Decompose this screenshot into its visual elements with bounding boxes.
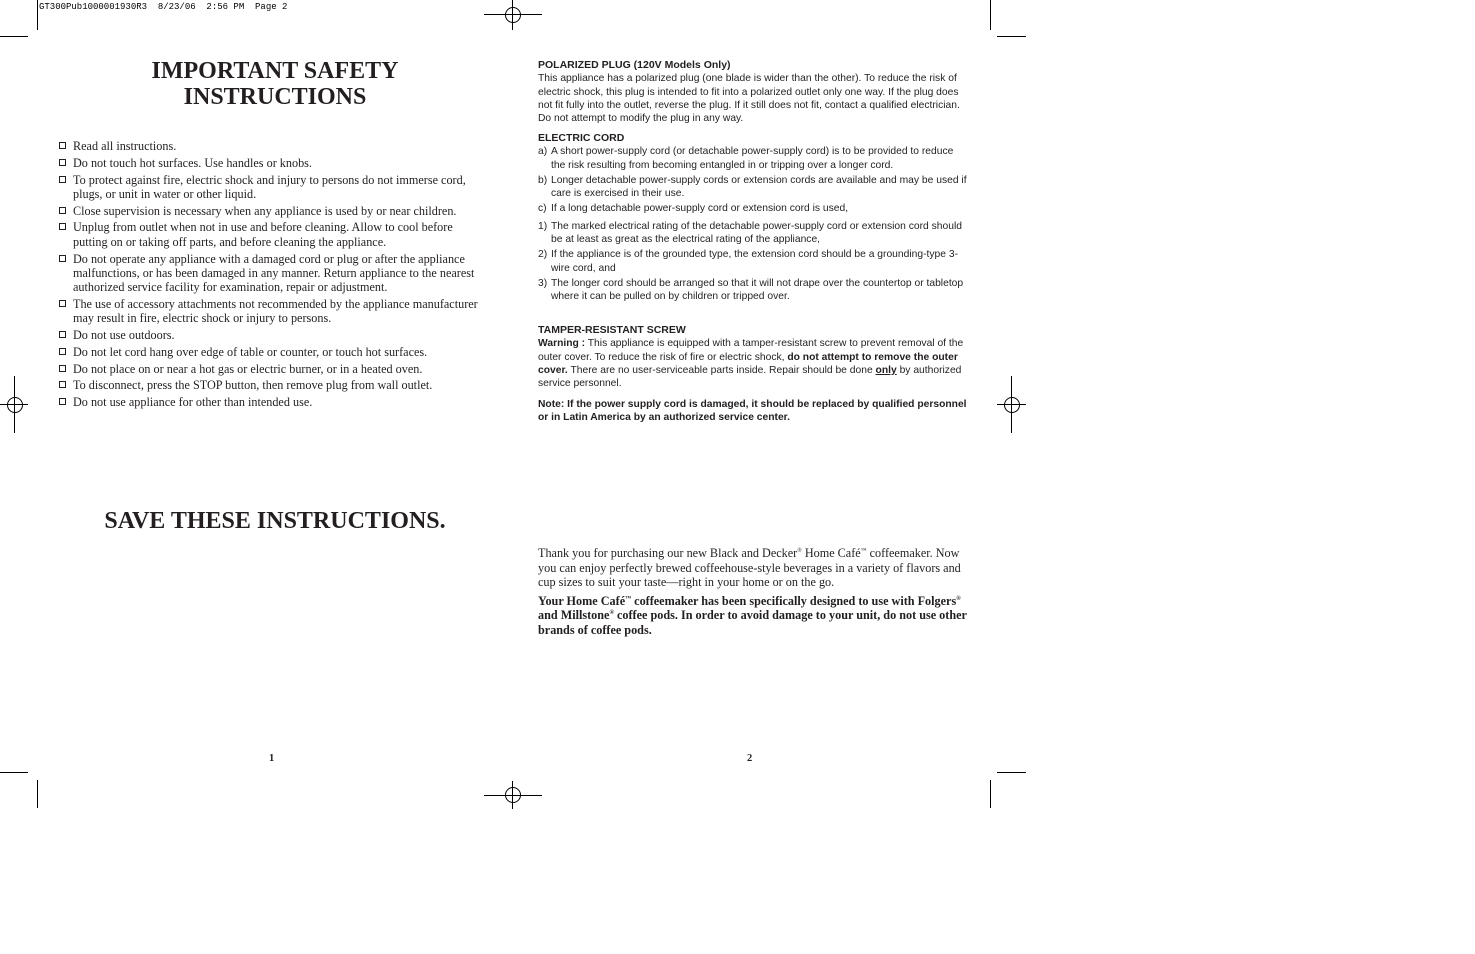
crop-mark [990,780,991,808]
section-body: This appliance has a polarized plug (one blade is wider than the other). To reduce the risk of electric shock, this plug is intended to fit into a polarized outlet only one way. If the plug does not fit fully into the outlet, reverse the plug. If it still does not fit, contact a qualified electrician. Do not attempt to modify the plug in any way. [538,73,960,125]
checkbox-icon [59,159,66,166]
list-item: Do not place on or near a hot gas or electric burner, or in a heated oven. [58,362,488,376]
list-item: Close supervision is necessary when any appliance is used by or near children. [58,204,488,218]
list-item: Do not use appliance for other than intended use. [58,395,488,409]
crop-mark [37,780,38,808]
checkbox-icon [59,142,66,149]
list-item: 1) The marked electrical rating of the detachable power-supply cord or extension cord should be at least as great as the electrical rating of the appliance, [538,220,962,246]
intro-paragraph: Thank you for purchasing our new Black and Decker® Home Café™ coffeemaker. Now you can enjoy perfectly brewed coffeehouse-style beverages in a variety of flavors and cup sizes to suit your taste—right in your home or on the go. [538,546,961,589]
crop-mark [0,36,28,37]
product-intro [538,546,970,641]
list-item: To disconnect, press the STOP button, then remove plug from wall outlet. [58,378,488,392]
page-number-right: 2 [747,753,753,764]
safety-checklist [58,139,488,412]
checkbox-icon [59,255,66,262]
save-instructions-title: SAVE THESE INSTRUCTIONS. [104,508,446,534]
electric-cord-section [538,132,970,304]
section-body: Warning : This appliance is equipped with a tamper-resistant screw to prevent removal of the outer cover. To reduce the risk of fire or electric shock, do not attempt to remove the outer cover. There are no user-serviceable parts inside. Repair should be done only by authorized service personnel. [538,338,964,390]
checkbox-icon [59,348,66,355]
crop-mark [37,0,38,30]
checkbox-icon [59,398,66,405]
power-cord-note: Note: If the power supply cord is damaged, it should be replaced by qualified personnel or in Latin America by an authorized service center. [538,399,967,424]
list-item: Unplug from outlet when not in use and before cleaning. Allow to cool before putting on or taking off parts, and before cleaning the appliance. [58,220,488,249]
list-item: Read all instructions. [58,139,488,153]
checkbox-icon [59,176,66,183]
list-item: c) If a long detachable power-supply cord or extension cord is used, [538,203,849,215]
page-number-left: 1 [269,753,275,764]
crop-mark [997,772,1026,773]
crop-mark [0,772,28,773]
checkbox-icon [59,381,66,388]
list-item: The use of accessory attachments not recommended by the appliance manufacturer may result in fire, electric shock or injury to persons. [58,297,488,326]
pod-compatibility-paragraph: Your Home Café™ coffeemaker has been specifically designed to use with Folgers® and Millstone® coffee pods. In order to avoid damage to your unit, do not use other brands of coffee pods. [538,593,967,637]
checkbox-icon [59,300,66,307]
polarized-plug-section [538,59,970,125]
crop-mark [997,36,1026,37]
list-item: Do not let cord hang over edge of table or counter, or touch hot surfaces. [58,345,488,359]
list-item: b) Longer detachable power-supply cords or extension cords are available and may be used if care is exercised in their use. [538,174,967,200]
list-item: a) A short power-supply cord (or detachable power-supply cord) is to be provided to reduce the risk resulting from becoming entangled in or tripping over a longer cord. [538,146,954,171]
safety-title [60,58,490,110]
tamper-screw-section [538,324,970,390]
list-item: To protect against fire, electric shock and injury to persons do not immerse cord, plugs, or unit in water or other liquid. [58,173,488,202]
checkbox-icon [59,207,66,214]
section-title: TAMPER-RESISTANT SCREW [538,324,686,336]
checkbox-icon [59,223,66,230]
section-title: ELECTRIC CORD [538,132,625,144]
safety-title-line2: INSTRUCTIONS [183,84,367,110]
section-title: POLARIZED PLUG (120V Models Only) [538,59,731,71]
list-item: 3) The longer cord should be arranged so that it will not drape over the countertop or tabletop where it can be pulled on by children or tripped over. [538,277,964,303]
list-item: Do not operate any appliance with a damaged cord or plug or after the appliance malfunctions, or has been damaged in any manner. Return appliance to the nearest authorized service facility for examination, repair or adjustment. [58,252,488,295]
list-item: Do not use outdoors. [58,328,488,342]
list-item: Do not touch hot surfaces. Use handles or knobs. [58,156,488,170]
safety-title-line1: IMPORTANT SAFETY [151,58,399,84]
printer-slug: GT300Pub1000001930R3 8/23/06 2:56 PM Page 2 [39,2,288,12]
crop-mark [990,0,991,30]
list-item: 2) If the appliance is of the grounded type, the extension cord should be a grounding-type 3-wire cord, and [538,249,959,274]
checkbox-icon [59,331,66,338]
checkbox-icon [59,365,66,372]
